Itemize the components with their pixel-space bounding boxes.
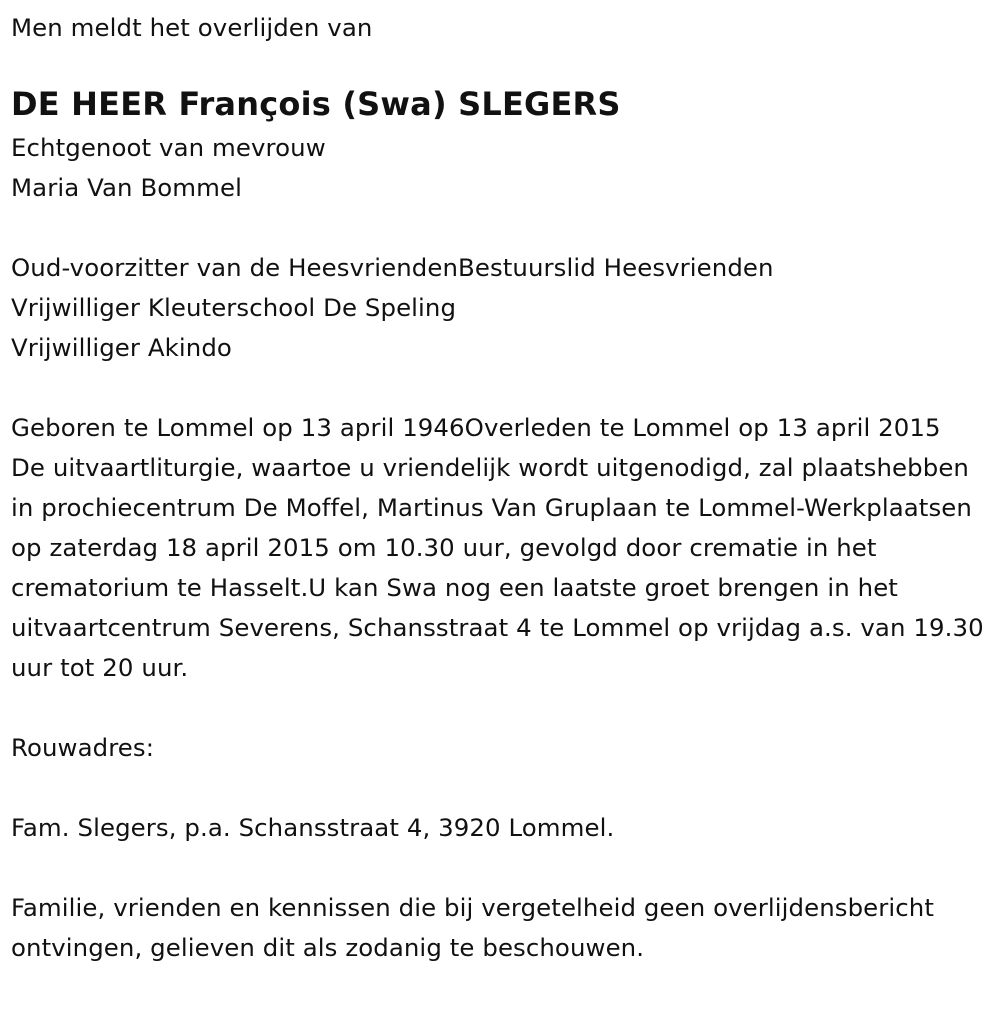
birth-death-dates: Geboren te Lommel op 13 april 1946Overleden te Lommel op 13 april 2015 xyxy=(11,413,941,442)
closing-note: Familie, vrienden en kennissen die bij vergetelheid geen overlijdensbericht ontvingen, gelieven dit als zodanig te beschouwen. xyxy=(11,893,935,962)
spacer xyxy=(11,848,986,888)
mourning-address-label: Rouwadres: xyxy=(11,733,155,762)
spouse-name: Maria Van Bommel xyxy=(11,173,242,202)
death-notice xyxy=(11,8,986,968)
intro-text: Men meldt het overlijden van xyxy=(11,13,373,42)
role-item: Vrijwilliger Kleuterschool De Speling xyxy=(11,293,457,322)
spouse-relation: Echtgenoot van mevrouw xyxy=(11,133,326,162)
spacer xyxy=(11,368,986,408)
spacer xyxy=(11,688,986,728)
mourning-address: Fam. Slegers, p.a. Schansstraat 4, 3920 Lommel. xyxy=(11,813,615,842)
role-item: Vrijwilliger Akindo xyxy=(11,333,232,362)
role-item: Oud-voorzitter van de HeesvriendenBestuurslid Heesvrienden xyxy=(11,253,774,282)
ceremony-details: De uitvaartliturgie, waartoe u vriendelijk wordt uitgenodigd, zal plaatshebben in prochiecentrum De Moffel, Martinus Van Gruplaan te Lommel-Werkplaatsen op zaterdag 18 april 2015 om 10.30 uur, gevolgd door crematie in het crematorium te Hasselt.U kan Swa nog een laatste groet brengen in het uitvaartcentrum Severens, Schansstraat 4 te Lommel op vrijdag a.s. van 19.30 uur tot 20 uur. xyxy=(11,453,984,682)
spacer xyxy=(11,768,986,808)
spacer xyxy=(11,208,986,248)
deceased-name: DE HEER François (Swa) SLEGERS xyxy=(11,85,621,123)
